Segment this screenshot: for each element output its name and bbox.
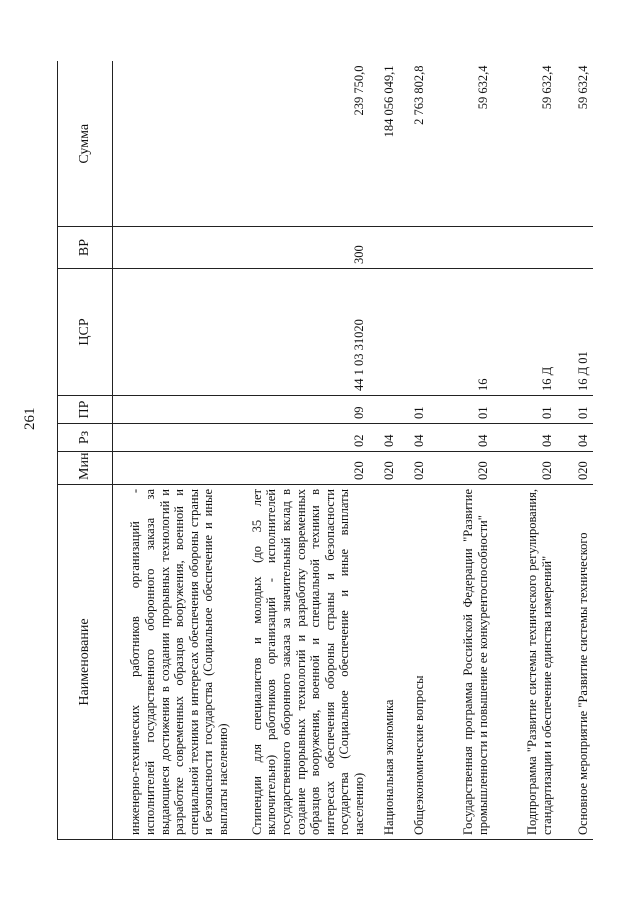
row-min: 020 — [557, 452, 593, 485]
row-vr — [429, 227, 493, 269]
row-min — [113, 452, 233, 485]
row-name: Национальная экономика — [369, 485, 399, 840]
row-csr: 16 — [429, 269, 493, 396]
row-csr — [113, 269, 233, 396]
row-min: 020 — [399, 452, 429, 485]
header-sum: Сумма — [58, 62, 113, 227]
row-pr: 01 — [493, 396, 557, 424]
row-pr — [369, 396, 399, 424]
row-csr — [399, 269, 429, 396]
header-row — [58, 62, 113, 840]
row-min: 020 — [429, 452, 493, 485]
row-name: Основное мероприятие "Развитие системы технического — [557, 485, 593, 840]
row-min: 020 — [369, 452, 399, 485]
header-vr: ВР — [58, 227, 113, 269]
row-rz: 04 — [399, 424, 429, 452]
table-row — [429, 62, 493, 840]
row-vr: 300 — [233, 227, 369, 269]
row-rz: 04 — [493, 424, 557, 452]
header-rz: Рз — [58, 424, 113, 452]
row-csr: 16 Д 01 — [557, 269, 593, 396]
row-min: 020 — [493, 452, 557, 485]
header-pr: ПР — [58, 396, 113, 424]
row-csr: 16 Д — [493, 269, 557, 396]
rotated-table-container — [57, 62, 617, 840]
row-pr: 09 — [233, 396, 369, 424]
row-sum: 59 632,4 — [475, 65, 490, 110]
row-vr — [493, 227, 557, 269]
page-number: 261 — [22, 407, 38, 430]
row-sum — [113, 62, 233, 227]
row-rz: 04 — [557, 424, 593, 452]
row-name: Подпрограмма "Развитие системы технического регулирования, стандартизации и обеспечение единства измерений" — [493, 485, 557, 840]
header-name: Наименование — [58, 485, 113, 840]
row-name: Стипендии для специалистов и молодых (до 35 лет включительно) работников организаций - исполнителей государственного оборонного заказа за значительный вклад в создание прорывных технологий и разработку современных образцов вооружения, военной и специальной техники в интересах обеспечения обороны страны и безопасности государства (Социальное обеспечение и иные выплаты населению) — [233, 485, 369, 840]
table-row — [493, 62, 557, 840]
table-row — [113, 62, 233, 840]
row-pr: 01 — [429, 396, 493, 424]
row-rz: 04 — [429, 424, 493, 452]
row-min: 020 — [233, 452, 369, 485]
row-sum: 184 056 049,1 — [381, 65, 396, 138]
header-csr: ЦСР — [58, 269, 113, 396]
table-row — [233, 62, 369, 840]
row-csr — [369, 269, 399, 396]
row-pr — [113, 396, 233, 424]
table-row — [399, 62, 429, 840]
row-name: инженерно-технических работников организаций - исполнителей государственного оборонного заказа за выдающиеся достижения в создании прорывных технологий и разработке современных образцов вооружения, военной и специальной техники в интересах обеспечения обороны страны и безопасности государства (Социальное обеспечение и иные выплаты населению) — [113, 485, 233, 840]
row-sum: 239 750,0 — [351, 65, 366, 116]
row-rz — [113, 424, 233, 452]
table-row — [557, 62, 593, 840]
row-sum: 2 763 802,8 — [411, 65, 426, 125]
row-vr — [369, 227, 399, 269]
row-vr — [113, 227, 233, 269]
row-name: Общеэкономические вопросы — [399, 485, 429, 840]
row-rz: 04 — [369, 424, 399, 452]
row-sum: 59 632,4 — [539, 65, 554, 110]
row-rz: 02 — [233, 424, 369, 452]
row-sum: 59 632,4 — [575, 65, 590, 110]
row-csr: 44 1 03 31020 — [233, 269, 369, 396]
row-vr — [399, 227, 429, 269]
row-pr: 01 — [557, 396, 593, 424]
row-vr — [557, 227, 593, 269]
table-row — [369, 62, 399, 840]
row-pr: 01 — [399, 396, 429, 424]
row-name: Государственная программа Российской Федерации "Развитие промышленности и повышение ее конкурентоспособности" — [429, 485, 493, 840]
header-min: Мин — [58, 452, 113, 485]
budget-table — [57, 62, 593, 841]
